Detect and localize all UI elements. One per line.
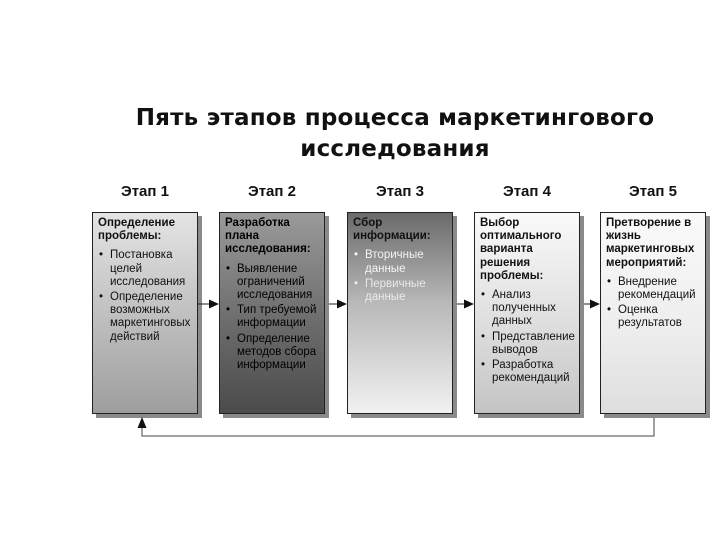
stage-4-item: • Представление выводов	[480, 331, 575, 357]
stage-2-item: • Выявление ограничений исследования	[225, 263, 320, 303]
stage-1-heading: Определение проблемы:	[98, 217, 175, 243]
stage-3-item: • Вторичные данные	[353, 249, 448, 275]
stage-2-item: • Определение методов сбора информации	[225, 333, 320, 373]
title-line-2: исследования	[300, 136, 490, 162]
stage-3-label: Этап 3	[376, 183, 424, 200]
arrow-3-to-4	[457, 300, 474, 309]
arrow-4-to-5	[584, 300, 600, 309]
stage-3-heading: Сбор информации:	[353, 217, 431, 243]
stage-5-label: Этап 5	[629, 183, 677, 200]
stage-4-item: • Анализ полученных данных	[480, 289, 575, 329]
stage-1-label: Этап 1	[121, 183, 169, 200]
stage-3-item: • Первичные данные	[353, 278, 448, 304]
arrow-2-to-3	[329, 300, 347, 309]
stage-1-item: • Постановка целей исследования	[98, 249, 193, 289]
stage-2-item: • Тип требуемой информации	[225, 304, 320, 330]
stage-4-heading: Выбор оптимального варианта решения проблемы:	[480, 217, 562, 282]
arrow-1-to-2	[198, 300, 219, 309]
stage-1-item: • Определение возможных маркетинговых действий	[98, 291, 193, 344]
stage-5-item: • Оценка результатов	[606, 304, 701, 330]
stage-4-item: • Разработка рекомендаций	[480, 359, 575, 385]
stage-2-heading: Разработка плана исследования:	[225, 217, 311, 256]
stage-5-heading: Претворение в жизнь маркетинговых мероприятий:	[606, 217, 695, 269]
title-line-1: Пять этапов процесса маркетингового	[135, 105, 655, 131]
feedback-loop-arrow	[138, 417, 655, 436]
stage-2-label: Этап 2	[248, 183, 296, 200]
stage-4-label: Этап 4	[503, 183, 551, 200]
stage-5-item: • Внедрение рекомендаций	[606, 276, 701, 302]
